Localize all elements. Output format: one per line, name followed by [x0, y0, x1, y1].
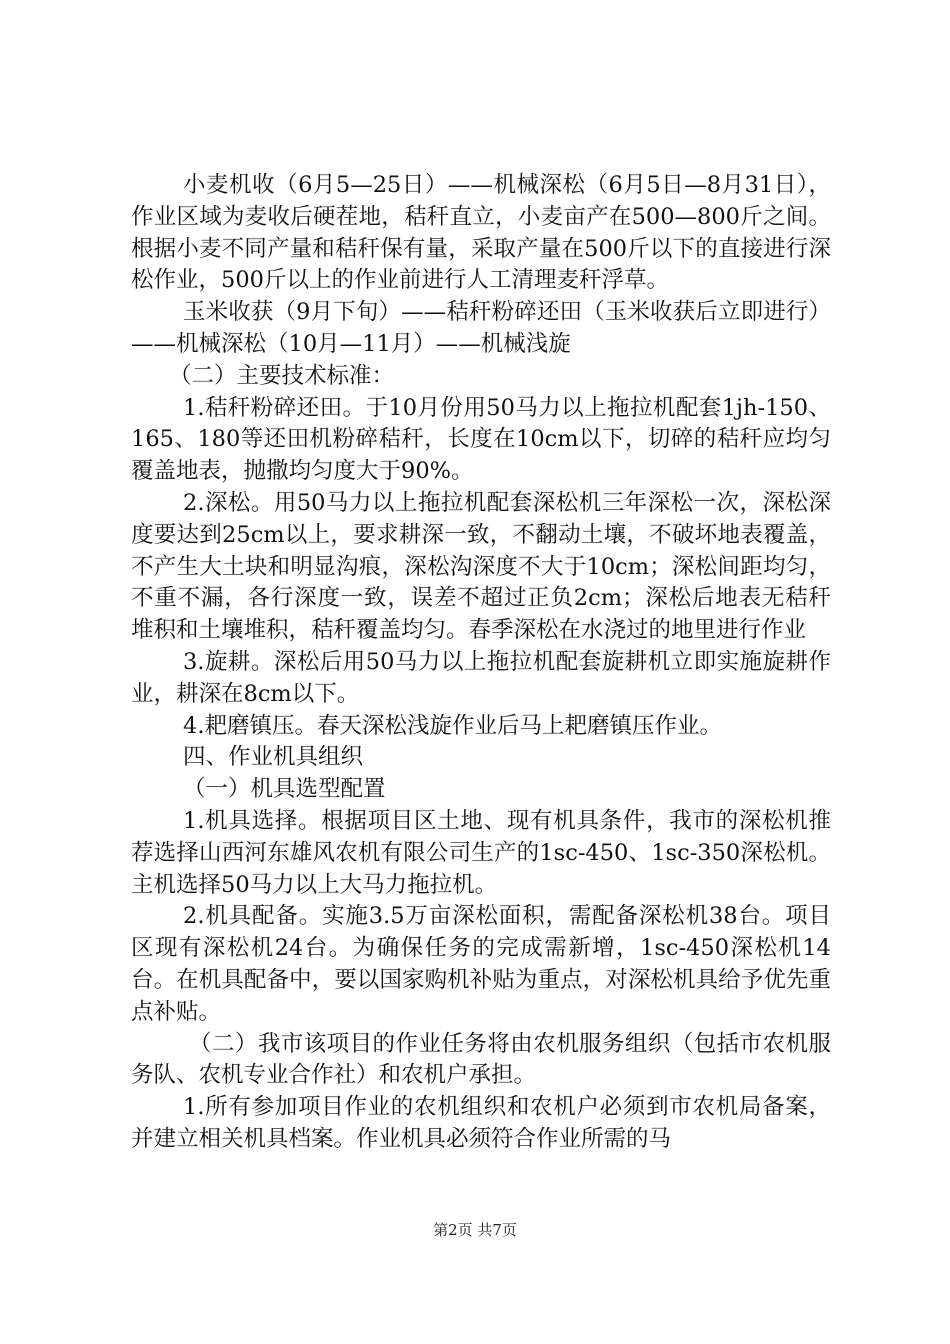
section-heading-machinery-selection: （一）机具选型配置: [183, 776, 386, 803]
paragraph-rotary-tillage: 3.旋耕。深松后用50马力以上拖拉机配套旋耕机立即实施旋耕作业，耕深在8cm以下。: [131, 648, 831, 707]
section-heading-machinery-organization: 四、作业机具组织: [183, 744, 364, 771]
paragraph-straw-crushing: 1.秸秆粉碎还田。于10月份用50马力以上拖拉机配套1jh-150、165、180等还田机粉碎秸秆，长度在10cm以下，切碎的秸秆应均匀覆盖地表，抛撒均匀度大于90%。: [131, 394, 831, 485]
paragraph-machinery-provision: 2.机具配备。实施3.5万亩深松面积，需配备深松机38台。项目区现有深松机24台。为确保任务的完成需新增，1sc-450深松机14台。在机具配备中，要以国家购机补贴为重点，对深松机具给予优先重点补贴。: [131, 903, 831, 1025]
paragraph-registration: 1.所有参加项目作业的农机组织和农机户必须到市农机局备案，并建立相关机具档案。作业机具必须符合作业所需的马: [131, 1094, 831, 1152]
paragraph-subsoiling: 2.深松。用50马力以上拖拉机配套深松机三年深松一次，深松深度要达到25cm以上，要求耕深一致，不翻动土壤，不破坏地表覆盖，不产生大土块和明显沟痕，深松沟深度不大于10cm；深松间距均匀，不重不漏，各行深度一致，误差不超过正负2cm；深松后地表无秸秆堆积和土壤堆积，秸秆覆盖均匀。春季深松在水浇过的地里进行作业: [131, 489, 831, 644]
paragraph-machinery-choice: 1.机具选择。根据项目区土地、现有机具条件，我市的深松机推荐选择山西河东雄风农机有限公司生产的1sc-450、1sc-350深松机。主机选择50马力以上大马力拖拉机。: [131, 807, 831, 898]
section-heading-technical-standards: （二）主要技术标准：: [169, 362, 395, 389]
document-body: [131, 170, 831, 1156]
paragraph-task-assignment: （二）我市该项目的作业任务将由农机服务组织（包括市农机服务队、农机专业合作社）和农机户承担。: [131, 1030, 831, 1089]
page-number-footer: 第2页 共7页: [433, 1221, 517, 1239]
paragraph-corn-harvest: 玉米收获（9月下旬）——秸秆粉碎还田（玉米收获后立即进行）——机械深松（10月—11月）——机械浅旋: [131, 299, 831, 357]
paragraph-wheat-harvest: 小麦机收（6月5—25日）——机械深松（6月5日—8月31日），作业区域为麦收后硬茬地，秸秆直立，小麦亩产在500—800斤之间。根据小麦不同产量和秸秆保有量，采取产量在500斤以下的直接进行深松作业，500斤以上的作业前进行人工清理麦秆浮草。: [131, 172, 831, 294]
paragraph-harrowing: 4.耙磨镇压。春天深松浅旋作业后马上耙磨镇压作业。: [183, 712, 722, 739]
